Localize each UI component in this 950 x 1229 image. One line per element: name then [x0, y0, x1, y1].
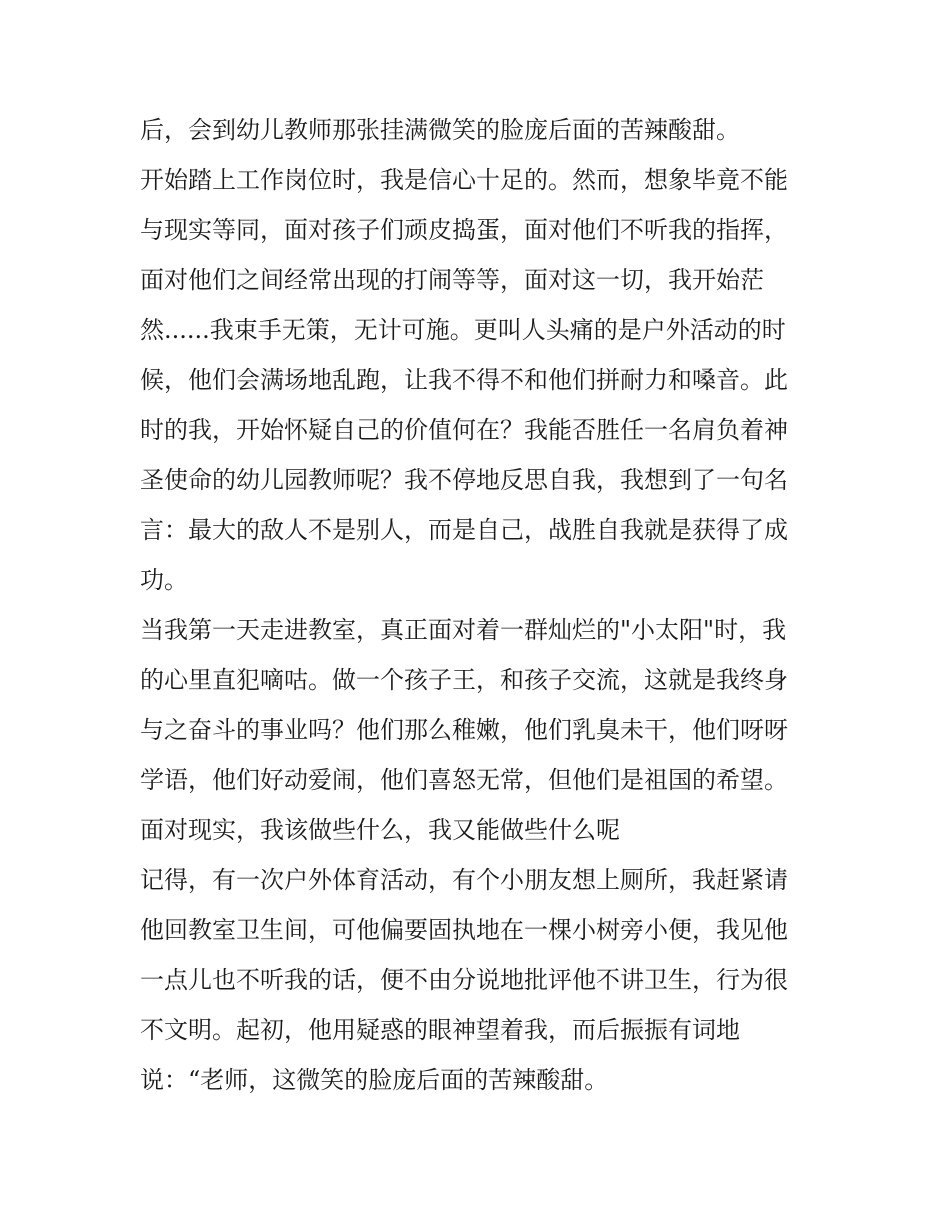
- text-line: 然......我束手无策，无计可施。更叫人头痛的是户外活动的时: [140, 316, 786, 344]
- text-line: 与现实等同，面对孩子们顽皮捣蛋，面对他们不听我的指挥，: [140, 216, 788, 244]
- text-line: 一点儿也不听我的话，便不由分说地批评他不讲卫生，行为很: [140, 966, 788, 994]
- text-line: 记得，有一次户外体育活动，有个小朋友想上厕所，我赶紧请: [140, 866, 788, 894]
- text-line: 言：最大的敌人不是别人，而是自己，战胜自我就是获得了成: [140, 516, 788, 544]
- text-line: 候，他们会满场地乱跑，让我不得不和他们拼耐力和嗓音。此: [140, 366, 788, 394]
- text-line: 后，会到幼儿教师那张挂满微笑的脸庞后面的苦辣酸甜。: [140, 116, 740, 144]
- text-line: 开始踏上工作岗位时，我是信心十足的。然而，想象毕竟不能: [140, 166, 788, 194]
- text-line: 说：“老师，这微笑的脸庞后面的苦辣酸甜。: [140, 1066, 609, 1094]
- text-line: 时的我，开始怀疑自己的价值何在？我能否胜任一名肩负着神: [140, 416, 788, 444]
- text-line: 圣使命的幼儿园教师呢？我不停地反思自我，我想到了一句名: [140, 466, 788, 494]
- text-line: 面对他们之间经常出现的打闹等等，面对这一切，我开始茫: [140, 266, 764, 294]
- text-line: 学语，他们好动爱闹，他们喜怒无常，但他们是祖国的希望。: [140, 766, 788, 794]
- text-line: 与之奋斗的事业吗？他们那么稚嫩，他们乳臭未干，他们呀呀: [140, 716, 788, 744]
- text-line: 功。: [140, 566, 188, 594]
- text-line: 当我第一天走进教室，真正面对着一群灿烂的"小太阳"时，我: [140, 616, 787, 644]
- text-line: 的心里直犯嘀咕。做一个孩子王，和孩子交流，这就是我终身: [140, 666, 788, 694]
- text-line: 面对现实，我该做些什么，我又能做些什么呢: [140, 816, 620, 844]
- text-line: 他回教室卫生间，可他偏要固执地在一棵小树旁小便，我见他: [140, 916, 788, 944]
- text-line: 不文明。起初，他用疑惑的眼神望着我，而后振振有词地: [140, 1016, 740, 1044]
